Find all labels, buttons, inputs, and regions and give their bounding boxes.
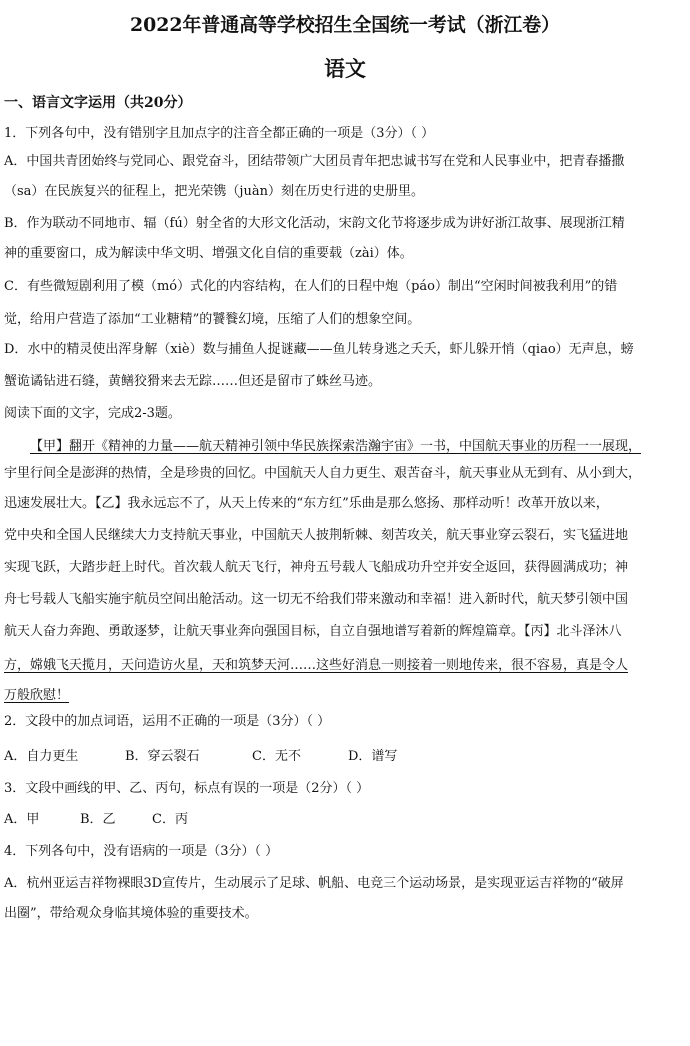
q3-stem: 3．文段中画线的甲、乙、丙句，标点有误的一项是（2分）（ ） [4,781,370,796]
q1-option-c-line1: C．有些微短剧利用了模（mó）式化的内容结构，在人们的日程中炮（páo）制出“空闲时间被我利用”的错 [4,279,618,294]
passage-line-1: 【甲】翻开《精神的力量——航天精神引领中华民族探索浩瀚宇宙》一书，中国航天事业的历程一一展现， [30,439,642,454]
q1-option-a-line1: A．中国共青团始终与党同心、跟党奋斗，团结带领广大团员青年把忠诚书写在党和人民事业中，把青春播撒 [4,154,625,169]
reading-intro: 阅读下面的文字，完成2-3题。 [4,406,181,421]
passage-line-6: 舟七号载人飞船实施宇航员空间出舱活动。这一切无不给我们带来激动和幸福！进入新时代，航天梦引领中国 [4,592,629,607]
q3-option-c: C．丙 [152,812,188,827]
passage-line-7: 航天人奋力奔跑、勇敢逐梦，让航天事业奔向强国目标，自立自强地谱写着新的辉煌篇章。【丙】北斗泽沐八 [4,624,622,639]
q3-option-b: B．乙 [80,812,116,827]
subject-title: 语文 [324,56,366,81]
passage-line-8: 方，嫦娥飞天揽月，天问造访火星，天和筑梦天河……这些好消息一则接着一则地传来，很不容易，真是令人 [4,658,629,673]
q4-option-a-line2: 出圈”，带给观众身临其境体验的重要技术。 [4,906,258,921]
q2-option-b: B．穿云裂石 [125,749,200,764]
q3-option-a: A．甲 [4,812,40,827]
q1-option-c-line2: 觉，给用户营造了添加“工业糖精”的饕餮幻境，压缩了人们的想象空间。 [4,312,421,327]
passage-line-9: 万般欣慰！ [4,688,70,703]
q2-option-c: C．无不 [252,749,301,764]
q2-stem: 2．文段中的加点词语，运用不正确的一项是（3分）（ ） [4,714,331,729]
q1-stem: 1．下列各句中，没有错别字且加点字的注音全都正确的一项是（3分）（ ） [4,126,435,141]
q4-option-a-line1: A．杭州亚运吉祥物裸眼3D宣传片，生动展示了足球、帆船、电竞三个运动场景，是实现亚运吉祥物的“破屏 [4,876,624,891]
passage-line-5: 实现飞跃，大踏步赶上时代。首次载人航天飞行，神舟五号载人飞船成功升空并安全返回，获得圆满成功；神 [4,560,629,575]
q2-option-d: D．谱写 [348,749,398,764]
q1-option-a-line2: （sa）在民族复兴的征程上，把光荣镌（juàn）刻在历史行进的史册里。 [4,184,424,199]
passage-line-2: 宇里行间全是澎湃的热情，全是珍贵的回忆。中国航天人自力更生、艰苦奋斗，航天事业从无到有、从小到大， [4,466,642,481]
q1-option-d-line1: D．水中的精灵使出浑身解（xiè）数与捕鱼人捉谜藏——鱼儿转身逃之夭夭，虾儿躲开悄（qiao）无声息，螃 [4,342,634,357]
exam-title: 2022年普通高等学校招生全国统一考试（浙江卷） [129,14,561,36]
q1-option-d-line2: 蟹诡谲钻进石缝，黄鳝狡猾来去无踪……但还是留市了蛛丝马迹。 [4,374,382,389]
section-heading: 一、语言文字运用（共20分） [4,95,192,111]
q2-option-a: A．自力更生 [4,749,79,764]
passage-line-3: 迅速发展壮大。【乙】我永远忘不了，从天上传来的“东方红”乐曲是那么悠扬、那样动听！改革开放以来， [4,496,609,511]
q1-option-b-line1: B．作为联动不同地市、辐（fú）射全省的大形文化活动，宋韵文化节将逐步成为讲好浙江故事、展现浙江精 [4,216,625,231]
q4-stem: 4．下列各句中，没有语病的一项是（3分）（ ） [4,844,279,859]
q1-option-b-line2: 神的重要窗口，成为解读中华文明、增强文化自信的重要载（zài）体。 [4,246,413,261]
passage-line-4: 党中央和全国人民继续大力支持航天事业，中国航天人披荆斩棘、刻苦攻关，航天事业穿云裂石，实飞猛进地 [4,528,629,543]
